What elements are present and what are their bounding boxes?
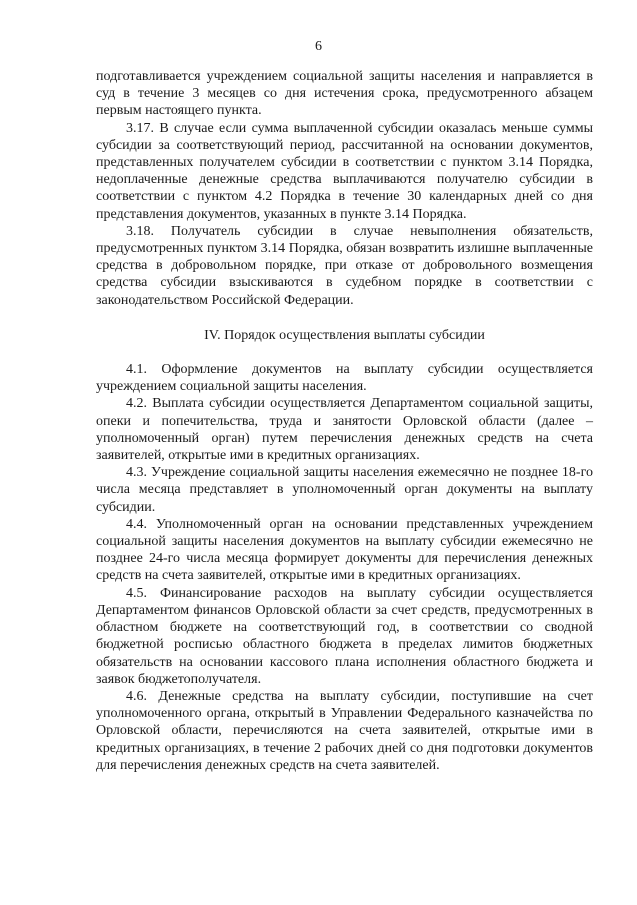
paragraph-continuation: подготавливается учреждением социальной защиты населения и направляется в суд в течение 3 месяцев со дня истечения срока, предусмотренного абзацем первым настоящего пункта. xyxy=(96,69,593,119)
page-number: 6 xyxy=(315,39,322,54)
paragraph-4-6: 4.6. Денежные средства на выплату субсидии, поступившие на счет уполномоченного органа, открытый в Управлении Федерального казначейства по Орловской области, перечисляются на счета заявителей, открытые ими в кредитных организациях, в течение 2 рабочих дней со дня подготовки документов для перечисления денежных средств на счета заявителей. xyxy=(96,688,593,773)
paragraph-3-17: 3.17. В случае если сумма выплаченной субсидии оказалась меньше суммы субсидии за соответствующий период, рассчитанной на основании документов, представленных получателем субсидии в соответствии с пунктом 3.14 Порядка, недоплаченные денежные средства выплачиваются получателю субсидии в соответствии с пунктом 4.2 Порядка в течение 30 календарных дней со дня представления документов, указанных в пункте 3.14 Порядка. xyxy=(96,120,593,222)
section-heading: IV. Порядок осуществления выплаты субсидии xyxy=(204,327,485,343)
paragraph-4-1: 4.1. Оформление документов на выплату субсидии осуществляется учреждением социальной защиты населения. xyxy=(96,362,593,395)
document-body xyxy=(96,68,593,774)
paragraph-3-18: 3.18. Получатель субсидии в случае невыполнения обязательств, предусмотренных пунктом 3.14 Порядка, обязан возвратить излишне выплаченные средства в добровольном порядке, при отказе от добровольного возмещения средства субсидии взыскиваются в судебном порядке в соответствии с законодательством Российской Федерации. xyxy=(96,223,593,308)
paragraph-4-3: 4.3. Учреждение социальной защиты населения ежемесячно не позднее 18-го числа месяца представляет в уполномоченный орган документы на выплату субсидии. xyxy=(96,465,593,515)
paragraph-4-2: 4.2. Выплата субсидии осуществляется Департаментом социальной защиты, опеки и попечительства, труда и занятости Орловской области (далее – уполномоченный орган) путем перечисления денежных средств на счета заявителей, открытые ими в кредитных организациях. xyxy=(96,396,593,464)
paragraph-4-5: 4.5. Финансирование расходов на выплату субсидии осуществляется Департаментом финансов Орловской области за счет средств, предусмотренных в областном бюджете на соответствующий год, в соответствии со сводной бюджетной росписью областного бюджета в пределах лимитов бюджетных обязательств на основании кассового плана исполнения областного бюджета и заявок бюджетополучателя. xyxy=(96,585,593,687)
paragraph-4-4: 4.4. Уполномоченный орган на основании представленных учреждением социальной защиты населения документов на выплату субсидии ежемесячно не позднее 24-го числа месяца формирует документы для перечисления денежных средств на счета заявителей, открытые ими в кредитных организациях. xyxy=(96,516,593,584)
